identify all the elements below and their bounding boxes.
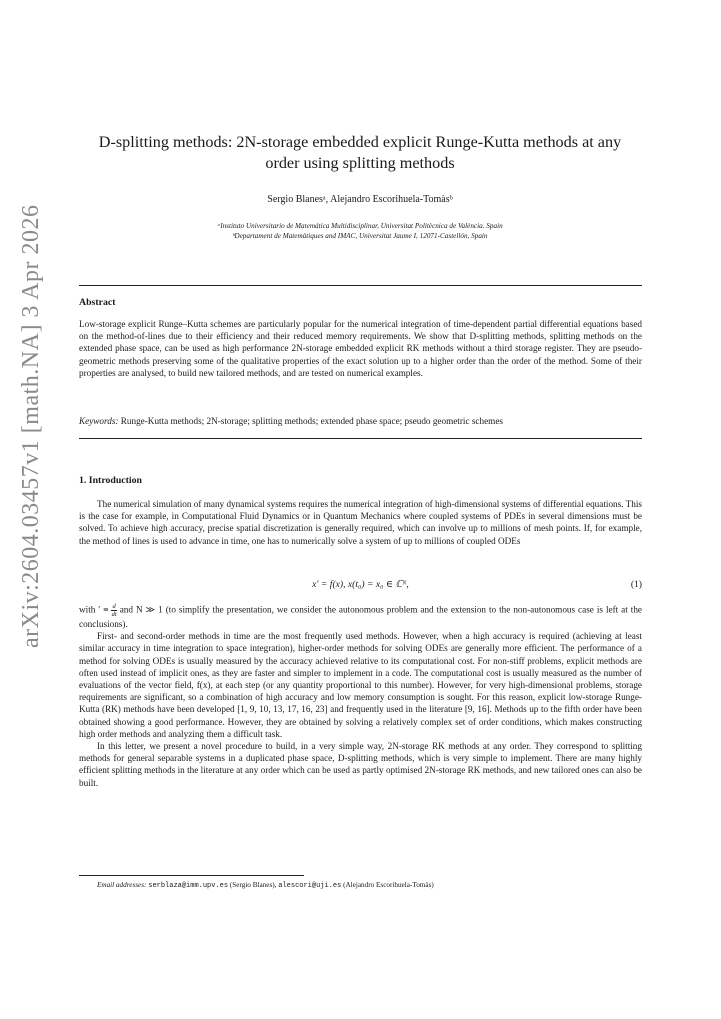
after-eq-post: and N ≫ 1 (to simplify the presentation, we consider the autonomous problem and the extension to the non-autonomous case is left at the conclusions).	[79, 604, 643, 629]
email-name-1: (Sergio Blanes),	[229, 881, 277, 889]
equation-1	[79, 579, 642, 593]
abstract-top-rule	[79, 285, 642, 286]
authors: Sergio Blanesᵃ, Alejandro Escorihuela-Tomàsᵇ	[267, 194, 453, 205]
affiliations	[80, 221, 640, 241]
email-link-2[interactable]: alescori@uji.es	[278, 882, 342, 890]
footnote	[97, 881, 434, 890]
paper-title	[70, 132, 650, 174]
footnote-label: Email addresses:	[97, 881, 147, 889]
frac-num: d	[112, 603, 116, 610]
keywords-label: Keywords:	[79, 416, 119, 426]
equation-number: (1)	[630, 579, 642, 590]
intro-paragraph-1	[79, 498, 642, 547]
intro-body	[79, 603, 642, 789]
derivative-fraction	[111, 603, 116, 618]
abstract-bottom-rule	[79, 438, 642, 439]
footnote-rule	[79, 875, 304, 876]
abstract-text: Low-storage explicit Runge–Kutta schemes are particularly popular for the numerical integration of time-dependent partial differential equations based on the method-of-lines due to their efficiency and their reduced memory requirements. We show that D-splitting methods, splitting methods on the extended phase space, can be used as high performance 2N-storage embedded explicit RK methods without a third storage register. They are pseudo-geometric methods preserving some of the qualitative properties of the exact solution up to a higher order than the order of the method. Some of their properties are analysed, to build new tailored methods, and are tested on numerical examples.	[79, 319, 642, 378]
paragraph-2: First- and second-order methods in time are the most frequently used methods. However, when a high accuracy is required (achieving at least similar accuracy in time integration to space integration), higher-order methods for solving ODEs are generally more efficient. The performance of a method for solving ODEs is usually measured by the accuracy achieved relative to its computational cost. For non-stiff problems, explicit methods are often used instead of implicit ones, as they are faster and simpler to implement in a code. The computational cost is usually measured as the number of evaluations of the vector field, f(x), at each step (or any quantity proportional to this number). However, for very high-dimensional problems, storage requirements are significant, so a combination of high accuracy and low memory consumption is sought. For this reason, explicit low-storage Runge-Kutta (RK) methods have been developed [1, 9, 10, 13, 17, 16, 23] and frequently used in the literature [9, 16]. Methods up to the fifth order have been obtained showing a good performance. However, they are obtained by solving a relatively complex set of order conditions, which makes constructing high order methods and analyzing them a difficult task.	[79, 631, 642, 739]
email-link-1[interactable]: serblaza@imm.upv.es	[148, 882, 229, 890]
title-line-1: D-splitting methods: 2N-storage embedded explicit Runge-Kutta methods at any	[98, 133, 622, 151]
paragraph-3: In this letter, we present a novel procedure to build, in a very simple way, 2N-storage RK methods at any order. They correspond to splitting methods for general separable systems in a duplicated phase space, D-splitting methods, which is very simple to implement. There are many highly efficient splitting methods in the literature at any order which can be used as partly optimised 2N-storage RK methods, and new tailored ones can also be built.	[79, 741, 642, 788]
after-equation-paragraph	[79, 603, 642, 630]
email-name-2: (Alejandro Escorihuela-Tomàs)	[343, 881, 434, 889]
keywords-text: Runge-Kutta methods; 2N-storage; splitting methods; extended phase space; pseudo geometric schemes	[120, 416, 503, 426]
after-eq-pre: with ′ ≡	[79, 604, 109, 615]
frac-den: dt	[111, 611, 117, 618]
abstract-heading: Abstract	[79, 297, 116, 308]
equation-text: x′ = f(x), x(t₀) = x₀ ∈ ℂᴺ,	[312, 579, 409, 590]
affiliation-a: ᵃInstituto Universitario de Matemática Multidisciplinar, Universitat Politècnica de València. Spain	[217, 222, 503, 230]
title-line-2: order using splitting methods	[265, 154, 455, 172]
paragraph-1: The numerical simulation of many dynamical systems requires the numerical integration of high-dimensional systems of differential equations. This is the case for example, in Computational Fluid Dynamics or in Quantum Mechanics where coupled systems of PDEs in several dimensions must be solved. To achieve high accuracy, precise spatial discretization is generally required, which can involve up to millions of mesh points. If, for example, the method of lines is used to advance in time, one has to numerically solve a system of up to millions of coupled ODEs	[79, 499, 642, 546]
arxiv-stamp: arXiv:2604.03457v1 [math.NA] 3 Apr 2026	[18, 204, 44, 648]
section-heading: 1. Introduction	[79, 475, 142, 486]
keywords	[79, 415, 642, 427]
affiliation-b: ᵇDepartament de Matemàtiques and IMAC, Universitat Jaume I, 12071-Castellón, Spain	[232, 232, 488, 240]
